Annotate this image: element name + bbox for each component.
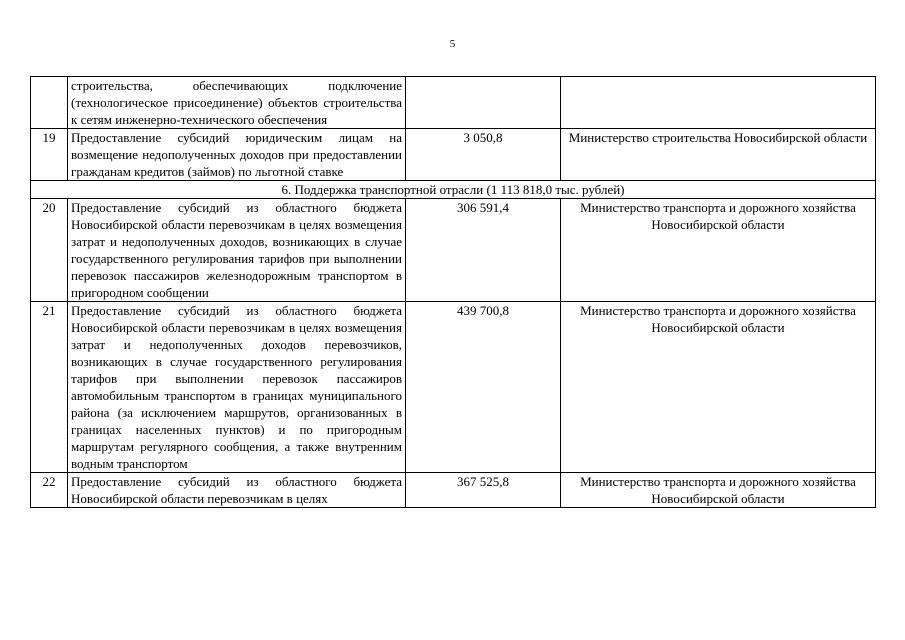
row-name: Предоставление субсидий юридическим лицам на возмещение недополученных доходов при предоставлении гражданам кредитов (займов) по льготной ставке (68, 129, 406, 181)
table-row (31, 302, 876, 473)
row-number: 21 (31, 302, 68, 473)
row-amount: 306 591,4 (406, 199, 561, 302)
table-row (31, 77, 876, 129)
table-row (31, 199, 876, 302)
row-responsible: Министерство транспорта и дорожного хозяйства Новосибирской области (561, 302, 876, 473)
row-name: Предоставление субсидий из областного бюджета Новосибирской области перевозчикам в целях (68, 473, 406, 508)
row-number (31, 77, 68, 129)
row-name: строительства, обеспечивающих подключение (технологическое присоединение) объектов строительства к сетям инженерно-технического обеспечения (68, 77, 406, 129)
section-row (31, 181, 876, 199)
row-amount: 367 525,8 (406, 473, 561, 508)
row-responsible: Министерство транспорта и дорожного хозяйства Новосибирской области (561, 199, 876, 302)
row-responsible (561, 77, 876, 129)
subsidies-table (30, 76, 876, 508)
section-title: 6. Поддержка транспортной отрасли (1 113 818,0 тыс. рублей) (31, 181, 876, 199)
row-amount (406, 77, 561, 129)
row-amount: 3 050,8 (406, 129, 561, 181)
row-responsible: Министерство строительства Новосибирской области (561, 129, 876, 181)
row-responsible: Министерство транспорта и дорожного хозяйства Новосибирской области (561, 473, 876, 508)
row-name: Предоставление субсидий из областного бюджета Новосибирской области перевозчикам в целях возмещения затрат и недополученных доходов перевозчиков, возникающих в случае государственного регулирования тарифов при выполнении перевозок пассажиров автомобильным транспортом в границах муниципального района (за исключением маршрутов, организованных в границах населенных пунктов) и по пригородным маршрутам регулярного сообщения, а также внутренним водным транспортом (68, 302, 406, 473)
row-number: 22 (31, 473, 68, 508)
row-number: 19 (31, 129, 68, 181)
row-amount: 439 700,8 (406, 302, 561, 473)
page-number: 5 (449, 38, 456, 50)
row-name: Предоставление субсидий из областного бюджета Новосибирской области перевозчикам в целях возмещения затрат и недополученных доходов, возникающих в случае государственного регулирования тарифов при выполнении перевозок пассажиров железнодорожным транспортом в пригородном сообщении (68, 199, 406, 302)
table-row (31, 129, 876, 181)
row-number: 20 (31, 199, 68, 302)
table-row (31, 473, 876, 508)
